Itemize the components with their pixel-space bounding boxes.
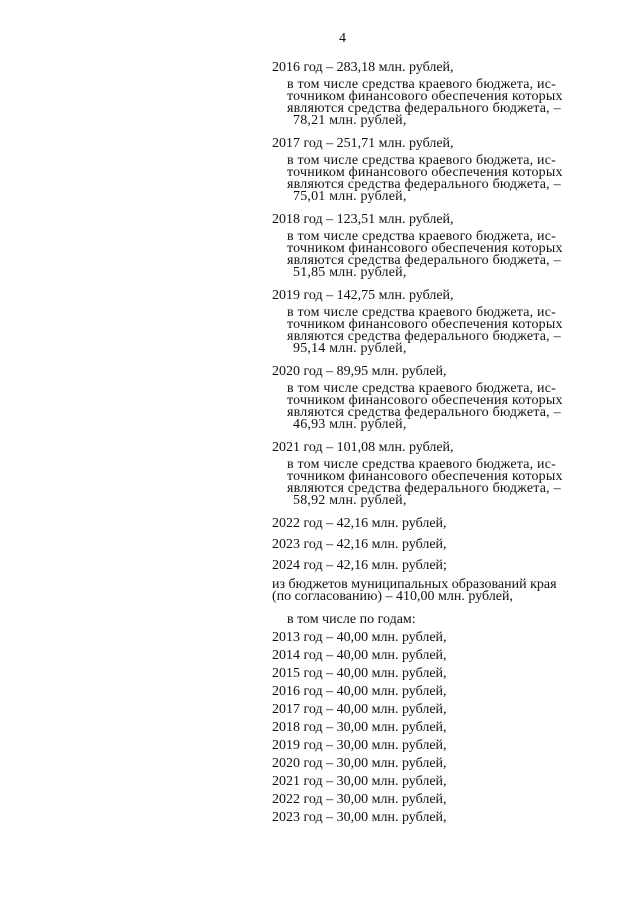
by-years-heading: в том числе по годам: — [287, 612, 416, 627]
detail-line: являются средства федерального бюджета, – — [287, 101, 561, 116]
detail-amount: 78,21 млн. рублей, — [293, 113, 407, 128]
year-detail — [287, 383, 604, 431]
detail-line: в том числе средства краевого бюджета, ис- — [287, 77, 557, 92]
municipal-funding — [272, 579, 604, 603]
detail-amount: 46,93 млн. рублей, — [293, 417, 407, 432]
detail-amount: 75,01 млн. рублей, — [293, 189, 407, 204]
detail-line: являются средства федерального бюджета, – — [287, 405, 561, 420]
detail-line: являются средства федерального бюджета, – — [287, 177, 561, 192]
municipal-line: (по согласованию) – 410,00 млн. рублей, — [272, 589, 513, 604]
municipal-year-line: 2020 год – 30,00 млн. рублей, — [272, 756, 447, 771]
detail-amount: 95,14 млн. рублей, — [293, 341, 407, 356]
municipal-year-line: 2016 год – 40,00 млн. рублей, — [272, 684, 447, 699]
detail-amount: 51,85 млн. рублей, — [293, 265, 407, 280]
municipal-year-line: 2018 год – 30,00 млн. рублей, — [272, 720, 447, 735]
detail-line: в том числе средства краевого бюджета, ис- — [287, 381, 557, 396]
detail-line: являются средства федерального бюджета, – — [287, 329, 561, 344]
year-line: 2018 год – 123,51 млн. рублей, — [272, 212, 454, 227]
year-line: 2023 год – 42,16 млн. рублей, — [272, 537, 447, 552]
page-number: 4 — [339, 31, 346, 46]
detail-line: являются средства федерального бюджета, – — [287, 253, 561, 268]
year-line: 2019 год – 142,75 млн. рублей, — [272, 288, 454, 303]
year-detail — [287, 155, 604, 203]
year-line: 2022 год – 42,16 млн. рублей, — [272, 516, 447, 531]
municipal-year-line: 2023 год – 30,00 млн. рублей, — [272, 810, 447, 825]
year-detail — [287, 459, 604, 507]
year-detail — [287, 231, 604, 279]
municipal-year-line: 2022 год – 30,00 млн. рублей, — [272, 792, 447, 807]
detail-line: являются средства федерального бюджета, – — [287, 481, 561, 496]
detail-line: точником финансового обеспечения которых — [287, 241, 563, 256]
municipal-year-line: 2014 год – 40,00 млн. рублей, — [272, 648, 447, 663]
municipal-year-line: 2019 год – 30,00 млн. рублей, — [272, 738, 447, 753]
detail-line: точником финансового обеспечения которых — [287, 89, 563, 104]
year-line: 2021 год – 101,08 млн. рублей, — [272, 440, 454, 455]
detail-line: точником финансового обеспечения которых — [287, 317, 563, 332]
document-body — [272, 58, 604, 827]
detail-line: точником финансового обеспечения которых — [287, 469, 563, 484]
municipal-year-line: 2013 год – 40,00 млн. рублей, — [272, 630, 447, 645]
municipal-year-line: 2017 год – 40,00 млн. рублей, — [272, 702, 447, 717]
municipal-line: из бюджетов муниципальных образований края — [272, 577, 557, 592]
detail-line: в том числе средства краевого бюджета, ис- — [287, 305, 557, 320]
year-line: 2024 год – 42,16 млн. рублей; — [272, 558, 447, 573]
year-line: 2020 год – 89,95 млн. рублей, — [272, 364, 447, 379]
year-detail — [287, 79, 604, 127]
detail-line: точником финансового обеспечения которых — [287, 393, 563, 408]
detail-line: в том числе средства краевого бюджета, ис- — [287, 229, 557, 244]
year-line: 2016 год – 283,18 млн. рублей, — [272, 60, 454, 75]
municipal-year-line: 2015 год – 40,00 млн. рублей, — [272, 666, 447, 681]
municipal-year-line: 2021 год – 30,00 млн. рублей, — [272, 774, 447, 789]
detail-line: точником финансового обеспечения которых — [287, 165, 563, 180]
year-detail — [287, 307, 604, 355]
detail-line: в том числе средства краевого бюджета, ис- — [287, 457, 557, 472]
detail-line: в том числе средства краевого бюджета, ис- — [287, 153, 557, 168]
year-line: 2017 год – 251,71 млн. рублей, — [272, 136, 454, 151]
detail-amount: 58,92 млн. рублей, — [293, 493, 407, 508]
